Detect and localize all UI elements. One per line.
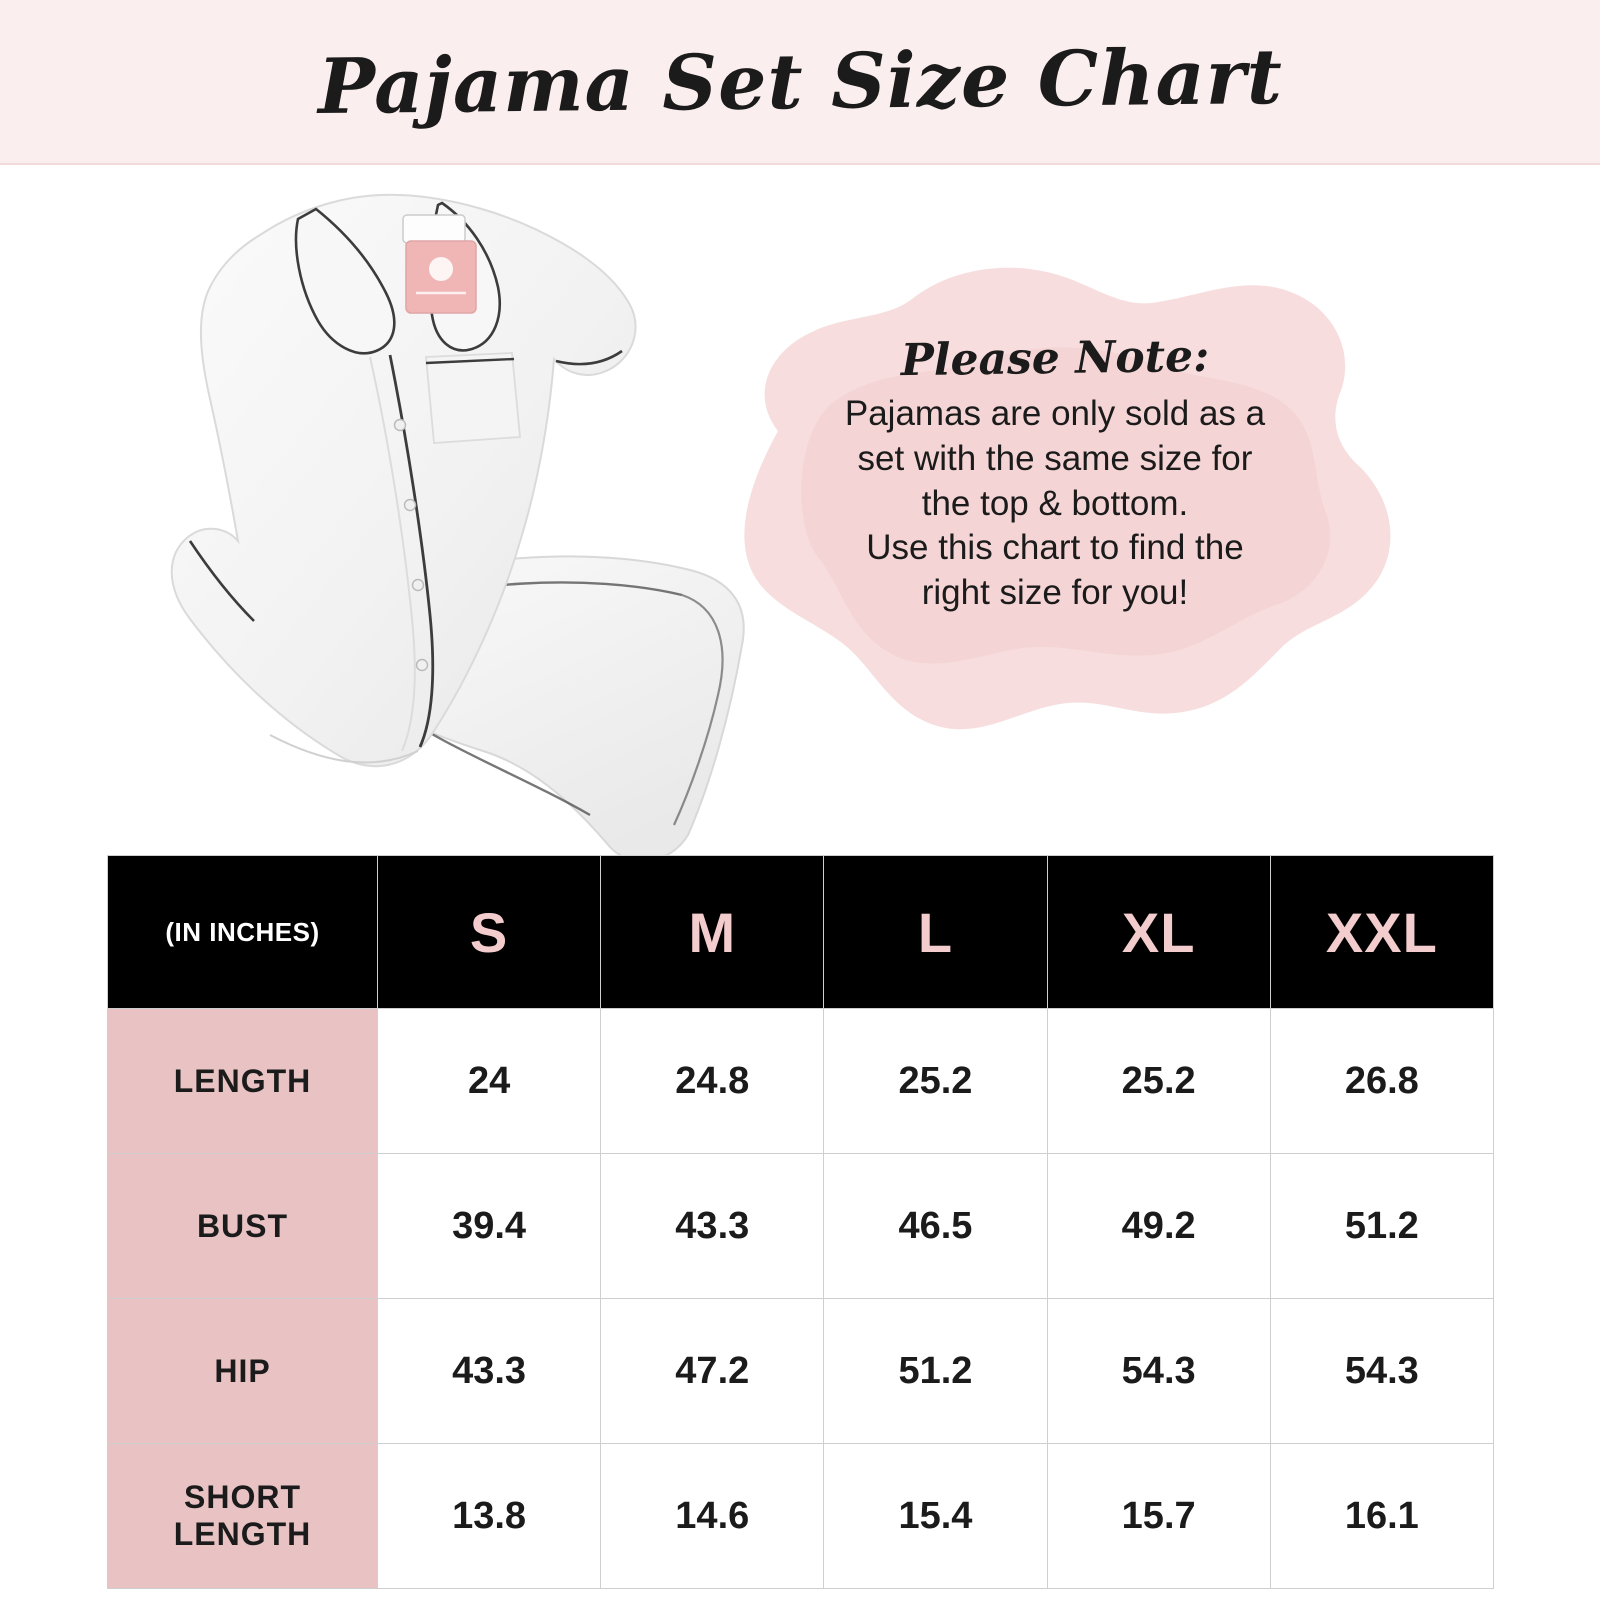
- table-header-row: [108, 856, 1494, 1009]
- cell-bust-s: 39.4: [378, 1154, 601, 1299]
- header-banner: [0, 0, 1600, 165]
- please-note-text-block: [750, 330, 1360, 616]
- note-line-1: Pajamas are only sold as a: [844, 394, 1266, 433]
- column-header-m: M: [601, 856, 824, 1009]
- cell-bust-l: 46.5: [824, 1154, 1047, 1299]
- cell-bust-xl: 49.2: [1047, 1154, 1270, 1299]
- units-header: (IN INCHES): [108, 856, 378, 1009]
- cell-hip-l: 51.2: [824, 1299, 1047, 1444]
- row-label-short-length-line2: LENGTH: [173, 1516, 312, 1552]
- table-row: [108, 1154, 1494, 1299]
- size-chart-table-wrapper: [107, 855, 1493, 1589]
- page-title: Pajama Set Size Chart: [317, 31, 1283, 132]
- cell-short-length-m: 14.6: [601, 1444, 824, 1589]
- cell-length-xxl: 26.8: [1270, 1009, 1493, 1154]
- cell-hip-xxl: 54.3: [1270, 1299, 1493, 1444]
- cell-length-l: 25.2: [824, 1009, 1047, 1154]
- cell-length-m: 24.8: [601, 1009, 824, 1154]
- cell-short-length-l: 15.4: [824, 1444, 1047, 1589]
- cell-short-length-xl: 15.7: [1047, 1444, 1270, 1589]
- row-label-hip: HIP: [108, 1299, 378, 1444]
- row-label-length: LENGTH: [108, 1009, 378, 1154]
- cell-hip-xl: 54.3: [1047, 1299, 1270, 1444]
- please-note-heading: Please Note:: [900, 330, 1210, 387]
- table-body: [108, 1009, 1494, 1589]
- product-photo: [70, 175, 790, 865]
- cell-length-xl: 25.2: [1047, 1009, 1270, 1154]
- cell-bust-xxl: 51.2: [1270, 1154, 1493, 1299]
- note-line-2: set with the same size for: [857, 438, 1253, 478]
- note-line-4: Use this chart to find the: [866, 528, 1244, 568]
- row-label-short-length-line1: SHORT: [184, 1479, 301, 1516]
- row-label-short-length: [108, 1444, 378, 1589]
- cell-length-s: 24: [378, 1009, 601, 1154]
- cell-bust-m: 43.3: [601, 1154, 824, 1299]
- column-header-l: L: [824, 856, 1047, 1009]
- note-line-5: right size for you!: [921, 573, 1189, 613]
- size-chart-table: [107, 855, 1494, 1589]
- table-row: [108, 1009, 1494, 1154]
- column-header-xxl: XXL: [1270, 856, 1493, 1009]
- cell-short-length-s: 13.8: [378, 1444, 601, 1589]
- pajama-set-illustration: [70, 175, 790, 865]
- note-line-3: the top & bottom.: [921, 483, 1189, 523]
- please-note-callout: [690, 255, 1420, 775]
- table-row: [108, 1444, 1494, 1589]
- cell-hip-s: 43.3: [378, 1299, 601, 1444]
- column-header-xl: XL: [1047, 856, 1270, 1009]
- cell-short-length-xxl: 16.1: [1270, 1444, 1493, 1589]
- row-label-bust: BUST: [108, 1154, 378, 1299]
- column-header-s: S: [378, 856, 601, 1009]
- table-row: [108, 1299, 1494, 1444]
- cell-hip-m: 47.2: [601, 1299, 824, 1444]
- table-header: [108, 856, 1494, 1009]
